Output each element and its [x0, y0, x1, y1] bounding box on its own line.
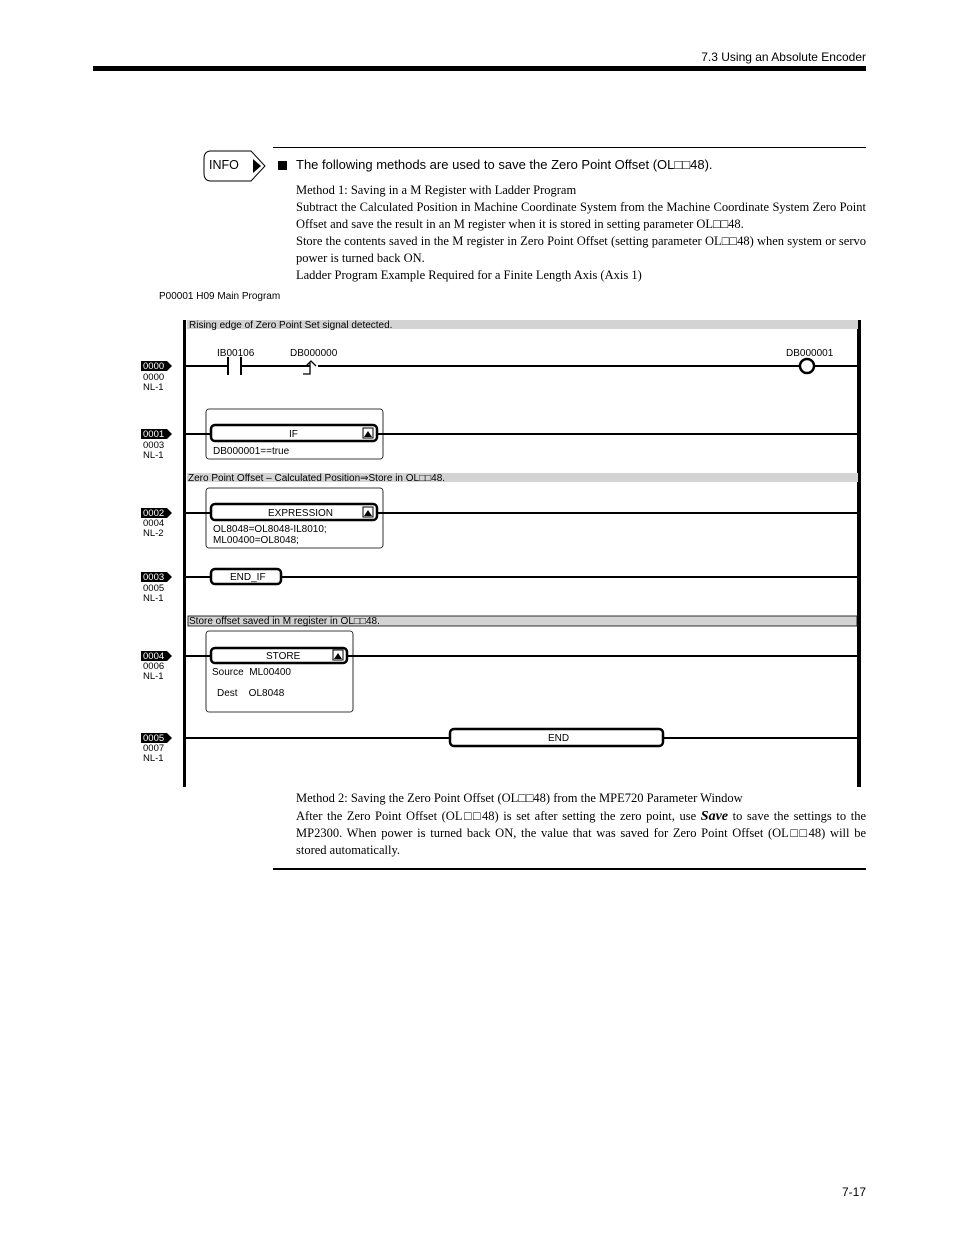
rung-0002: [141, 508, 172, 539]
rung-nl: NL-1: [143, 753, 164, 764]
right-rail: [857, 320, 861, 787]
store-label: STORE: [266, 651, 301, 662]
expression-label: EXPRESSION: [268, 508, 334, 519]
coil-icon: [800, 359, 814, 373]
expression-line-1: OL8048=OL8048-IL8010;: [213, 524, 327, 535]
rung-number: 0002: [143, 508, 165, 519]
contact-ib00106-label: IB00106: [217, 348, 255, 359]
store-block: [186, 631, 857, 712]
rung-0000: [141, 361, 172, 393]
contact-db000000-label: DB000000: [290, 348, 338, 359]
rung-step: 0006: [143, 661, 165, 672]
if-label: IF: [289, 429, 298, 440]
rung-step: 0004: [143, 518, 165, 529]
expression-block: [186, 488, 857, 548]
comment-1: Rising edge of Zero Point Set signal detected.: [189, 320, 393, 331]
rung-0000-circuit: [186, 348, 857, 375]
endif-block: [186, 569, 857, 584]
rung-nl: NL-2: [143, 528, 164, 539]
store-dest: Dest OL8048: [217, 688, 285, 699]
rung-0001: [141, 429, 172, 461]
comment-2: Zero Point Offset – Calculated Position⇒Store in OL□□48.: [188, 473, 446, 484]
method2-paragraph: [296, 808, 866, 859]
rung-0003: [141, 572, 172, 604]
save-command: Save: [700, 809, 728, 824]
method1-paragraph-1: Subtract the Calculated Position in Machine Coordinate System from the Machine Coordinate System Zero Point Offset and save the result in an M register when it is stored in setting parameter OL□□48.: [296, 200, 866, 231]
method2-text-after: to save the settings to the MP2300. When power is turned back ON, the value that was saved for Zero Point Offset (OL□□48) will be stored automatically.: [296, 809, 866, 857]
program-title: P00001 H09 Main Program: [159, 291, 281, 302]
rung-step: 0007: [143, 743, 165, 754]
rung-step: 0003: [143, 440, 165, 451]
info-heading: The following methods are used to save the Zero Point Offset (OL□□48).: [296, 157, 713, 172]
left-rail: [183, 320, 186, 787]
if-expression: DB000001==true: [213, 446, 290, 457]
end-block: [186, 729, 857, 746]
rung-0004: [141, 651, 172, 682]
method1-paragraph-3: Ladder Program Example Required for a Finite Length Axis (Axis 1): [296, 268, 642, 282]
rung-nl: NL-1: [143, 382, 164, 393]
coil-db000001-label: DB000001: [786, 348, 834, 359]
section-header: 7.3 Using an Absolute Encoder: [701, 50, 866, 64]
info-badge-label: INFO: [209, 158, 239, 172]
if-block: [186, 409, 857, 459]
rung-number: 0005: [143, 733, 165, 744]
rung-nl: NL-1: [143, 450, 164, 461]
method2-title: Method 2: Saving the Zero Point Offset (OL□□48) from the MPE720 Parameter Window: [296, 791, 743, 805]
end-label: END: [548, 733, 570, 744]
expression-line-2: ML00400=OL8048;: [213, 535, 299, 546]
page-number: 7-17: [841, 1185, 866, 1199]
rung-number: 0000: [143, 361, 165, 372]
rung-step: 0005: [143, 583, 165, 594]
store-source: Source ML00400: [212, 667, 291, 678]
rung-nl: NL-1: [143, 593, 164, 604]
rung-0005: [141, 733, 172, 764]
endif-label: END_IF: [230, 572, 266, 583]
comment-3: Store offset saved in M register in OL□□48.: [189, 616, 380, 627]
rung-step: 0000: [143, 372, 165, 383]
rung-number: 0003: [143, 572, 165, 583]
info-rule-bottom: [273, 868, 866, 870]
method1-paragraph-2: Store the contents saved in the M register in Zero Point Offset (setting parameter OL□□48) when system or servo power is turned back ON.: [296, 234, 866, 265]
rung-number: 0001: [143, 429, 165, 440]
method1-title: Method 1: Saving in a M Register with Ladder Program: [296, 183, 577, 197]
method2-text-before: After the Zero Point Offset (OL□□48) is set after setting the zero point, use: [296, 809, 701, 823]
rung-nl: NL-1: [143, 671, 164, 682]
rung-number: 0004: [143, 651, 165, 662]
